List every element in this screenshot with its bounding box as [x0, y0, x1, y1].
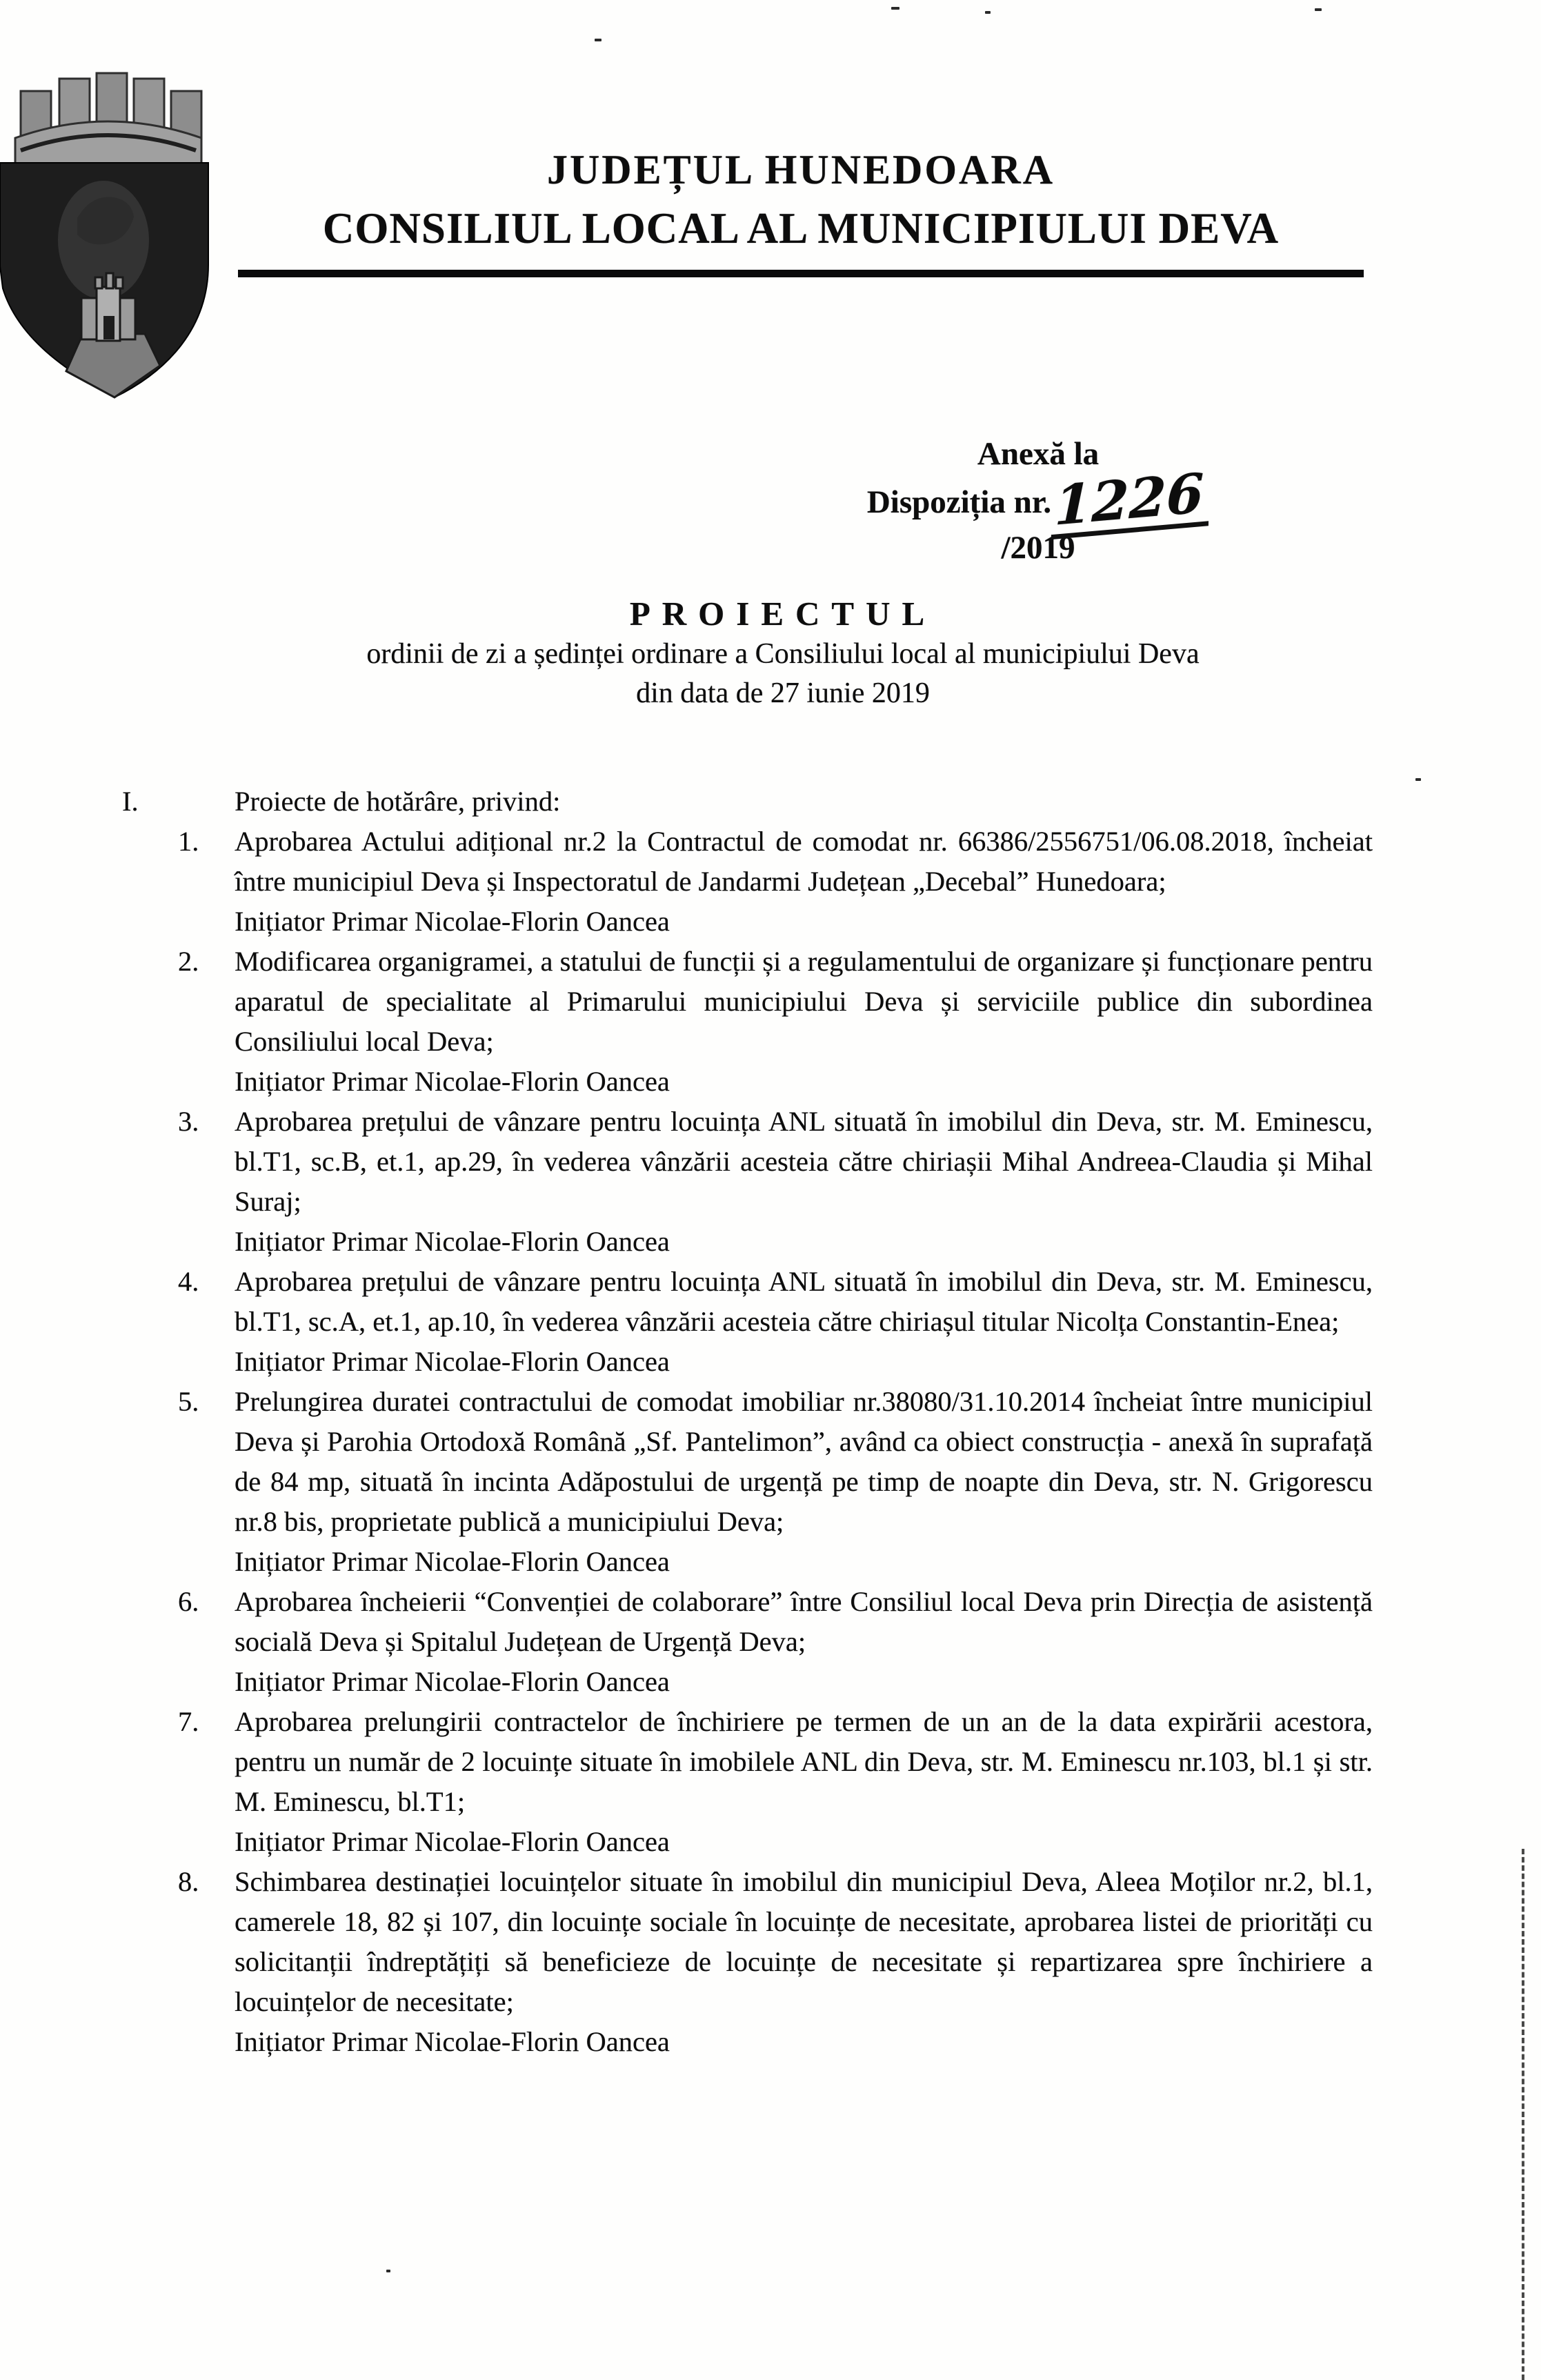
item-number: 3. — [178, 1106, 199, 1137]
agenda-item-8 — [121, 1862, 1373, 2062]
handwritten-number: 1226 — [1051, 473, 1210, 539]
scan-speck — [891, 7, 899, 10]
item-text: Aprobarea încheierii “Convenției de colaborare” între Consiliul local Deva prin Direcția de asistență socială Deva și Spitalul Județean de Urgență Deva; — [235, 1586, 1373, 1657]
scan-speck — [1415, 778, 1421, 781]
item-number: 2. — [178, 946, 199, 977]
item-text: Aprobarea prelungirii contractelor de închiriere pe termen de un an de la data expirării acestora, pentru un număr de 2 locuințe situate în imobilele ANL din Deva, str. M. Eminescu nr.103, bl.1 și str. M. Eminescu, bl.T1; — [235, 1706, 1373, 1817]
section-numeral: I. — [122, 786, 139, 817]
item-number: 4. — [178, 1266, 199, 1297]
item-text: Aprobarea prețului de vânzare pentru locuința ANL situată în imobilul din Deva, str. M. Eminescu, bl.T1, sc.A, et.1, ap.10, în vederea vânzării acesteia către chiriașul titular Nicolța Constantin-Enea; — [235, 1266, 1373, 1337]
annex-line: Anexă la — [977, 436, 1100, 472]
deva-coat-of-arms-icon — [0, 59, 215, 400]
item-number: 5. — [178, 1386, 199, 1417]
section-title: Proiecte de hotărâre, privind: — [235, 786, 561, 817]
agenda-item-7 — [121, 1702, 1373, 1862]
county-title: JUDEȚUL HUNEDOARA — [546, 147, 1055, 192]
agenda-item-1 — [121, 822, 1373, 942]
disposition-label: Dispoziția nr. — [866, 484, 1052, 520]
item-text: Schimbarea destinației locuințelor situate în imobilul din municipiul Deva, Aleea Moților nr.2, bl.1, camerele 18, 82 și 107, din locuințe sociale în locuințe de necesitate, aprobarea listei de priorități cu solicitanții îndreptățiți să beneficieze de locuințe de necesitate și repartizarea spre închiriere a locuințelor de necesitate; — [235, 1866, 1373, 2017]
scan-speck — [595, 39, 602, 41]
item-number: 6. — [178, 1586, 199, 1617]
agenda — [121, 782, 1373, 2062]
agenda-item-2 — [121, 942, 1373, 1102]
item-text: Prelungirea duratei contractului de comodat imobiliar nr.38080/31.10.2014 încheiat între municipiul Deva și Parohia Ortodoxă Română „Sf. Pantelimon”, având ca obiect construcția - anexă în suprafață de 84 mp, situată în incinta Adăpostului de urgență pe timp de noapte din Deva, str. N. Grigorescu nr.8 bis, proprietate publică a municipiului Deva; — [235, 1386, 1373, 1537]
agenda-item-3 — [121, 1102, 1373, 1262]
item-text: Aprobarea prețului de vânzare pentru locuința ANL situată în imobilul din Deva, str. M. Eminescu, bl.T1, sc.B, et.1, ap.29, în vederea vânzării acesteia către chiriașii Mihal Andreea-Claudia și Mihal Suraj; — [235, 1106, 1373, 1217]
item-initiator: Inițiator Primar Nicolae-Florin Oancea — [235, 1066, 670, 1097]
scan-speck — [985, 11, 991, 14]
project-subtitle-2: din data de 27 iunie 2019 — [636, 677, 930, 709]
item-number: 8. — [178, 1866, 199, 1897]
item-text: Aprobarea Actului adițional nr.2 la Contractul de comodat nr. 66386/2556751/06.08.2018, încheiat între municipiul Deva și Inspectoratul de Jandarmi Județean „Decebal” Hunedoara; — [235, 826, 1373, 897]
scan-edge-line — [1522, 1849, 1524, 2380]
item-initiator: Inițiator Primar Nicolae-Florin Oancea — [235, 2026, 670, 2057]
item-number: 1. — [178, 826, 199, 857]
disposition-year: /2019 — [1001, 529, 1075, 566]
council-title: CONSILIUL LOCAL AL MUNICIPIULUI DEVA — [322, 204, 1280, 252]
item-number: 7. — [178, 1706, 199, 1737]
project-subtitle-1: ordinii de zi a ședinței ordinare a Consiliului local al municipiului Deva — [366, 638, 1200, 670]
scan-speck — [386, 2270, 390, 2272]
document-header — [238, 141, 1364, 258]
agenda-item-5 — [121, 1382, 1373, 1582]
disposition-line — [831, 462, 1245, 568]
item-text: Modificarea organigramei, a statului de funcții și a regulamentului de organizare și funcționare pentru aparatul de specialitate al Primarului municipiului Deva și serviciile publice din subordinea Consiliului local Deva; — [235, 946, 1373, 1057]
agenda-section-heading — [121, 782, 1373, 822]
header-divider — [238, 270, 1364, 277]
project-heading — [138, 593, 1428, 713]
annex-reference — [831, 433, 1245, 568]
item-initiator: Inițiator Primar Nicolae-Florin Oancea — [235, 1346, 670, 1377]
agenda-item-6 — [121, 1582, 1373, 1702]
agenda-item-4 — [121, 1262, 1373, 1382]
scan-speck — [1315, 8, 1322, 11]
item-initiator: Inițiator Primar Nicolae-Florin Oancea — [235, 906, 670, 937]
item-initiator: Inițiator Primar Nicolae-Florin Oancea — [235, 1546, 670, 1577]
item-initiator: Inițiator Primar Nicolae-Florin Oancea — [235, 1826, 670, 1857]
item-initiator: Inițiator Primar Nicolae-Florin Oancea — [235, 1666, 670, 1697]
project-title: PROIECTUL — [629, 595, 937, 633]
item-initiator: Inițiator Primar Nicolae-Florin Oancea — [235, 1226, 670, 1257]
